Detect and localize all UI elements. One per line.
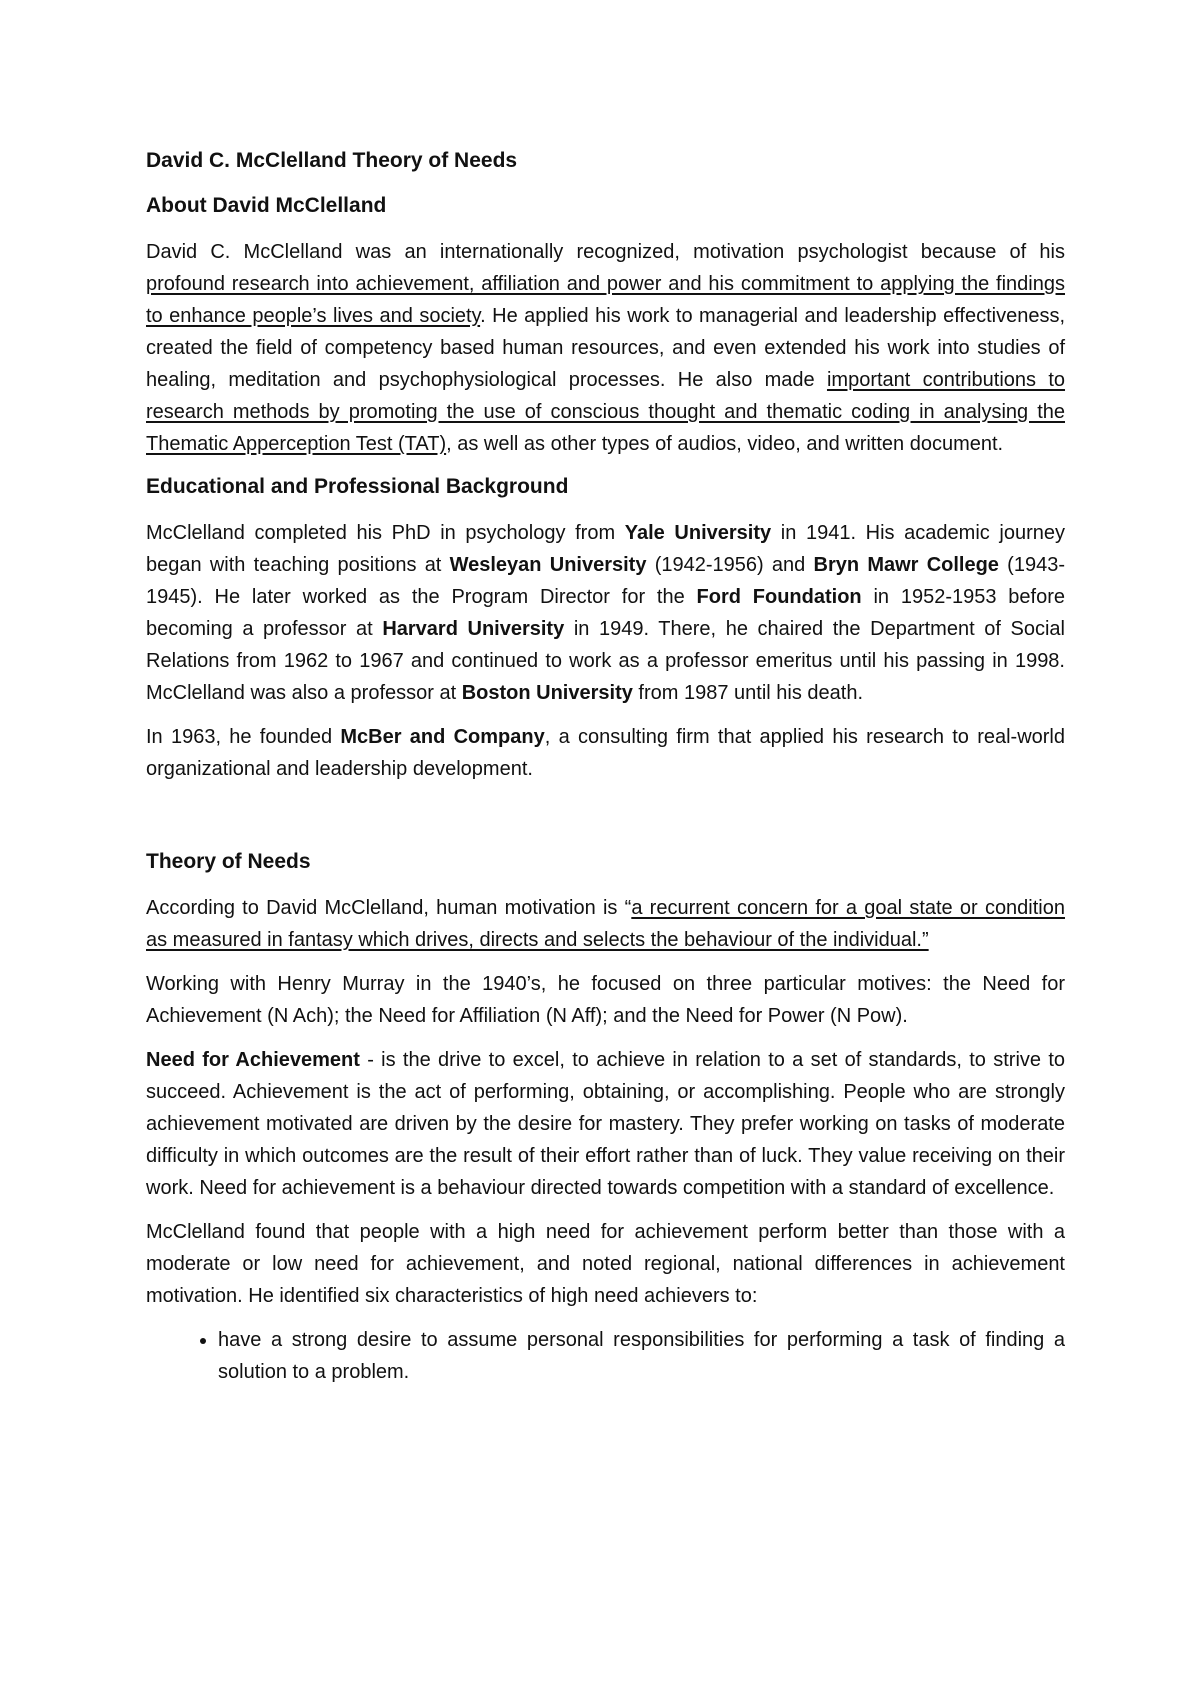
theory-heading: Theory of Needs xyxy=(146,850,311,873)
education-heading: Educational and Professional Background xyxy=(146,475,569,498)
about-underlined-2: important contributions to research methods by promoting the use of conscious thought and thematic coding in analysing the Thematic Apperception Test (TAT) xyxy=(146,369,1066,455)
theory-paragraph xyxy=(146,892,1065,956)
need-achievement-term: Need for Achievement xyxy=(146,1049,360,1071)
theory-text-1: According to David McClelland, human motivation is “ xyxy=(146,897,632,919)
section-spacer xyxy=(146,797,1065,847)
edu-yale: Yale University xyxy=(624,522,772,544)
need-achievement-paragraph xyxy=(146,1044,1065,1204)
edu-ford-foundation: Ford Foundation xyxy=(696,586,862,608)
edu-text-2: in 1941. His academic journey began with teaching positions at xyxy=(146,522,1065,576)
mcber-text-2: , a consulting firm that applied his research to real-world organizational and leadership development. xyxy=(146,726,1066,780)
mcber-company: McBer and Company xyxy=(340,726,545,748)
about-text-3: , as well as other types of audios, video, and written document. xyxy=(446,433,1004,455)
about-underlined-1: profound research into achievement, affiliation and power and his commitment to applying the findings to enhance people’s lives and society xyxy=(146,273,1065,327)
edu-harvard: Harvard University xyxy=(382,618,565,640)
edu-boston: Boston University xyxy=(461,682,633,704)
edu-bryn-mawr: Bryn Mawr College xyxy=(813,554,999,576)
education-paragraph xyxy=(146,517,1065,709)
characteristics-list xyxy=(146,1324,1065,1388)
edu-text-3: (1942-1956) and xyxy=(646,554,814,576)
mcber-paragraph xyxy=(146,721,1065,785)
about-text-2: . He applied his work to managerial and leadership effectiveness, created the field of competency based human resources, and even extended his work into studies of healing, meditation and psychophysiological processes. He also made xyxy=(146,305,1066,391)
about-heading: About David McClelland xyxy=(146,194,387,217)
murray-paragraph: Working with Henry Murray in the 1940’s, he focused on three particular motives: the Need for Achievement (N Ach); the Need for Affiliation (N Aff); and the Need for Power (N Pow). xyxy=(146,973,1065,1027)
document-title: David C. McClelland Theory of Needs xyxy=(146,149,518,172)
edu-text-1: McClelland completed his PhD in psychology from xyxy=(146,522,625,544)
list-item: • have a strong desire to assume personal responsibilities for performing a task of finding a solution to a problem. xyxy=(218,1324,1065,1388)
about-text-1: David C. McClelland was an internationally recognized, motivation psychologist because of his xyxy=(146,241,1065,263)
theory-definition-quote: a recurrent concern for a goal state or condition as measured in fantasy which drives, directs and selects the behaviour of the individual.” xyxy=(146,897,1065,951)
findings-paragraph: McClelland found that people with a high need for achievement perform better than those with a moderate or low need for achievement, and noted regional, national differences in achievement motivation. He identified six characteristics of high need achievers to: xyxy=(146,1221,1065,1307)
edu-wesleyan: Wesleyan University xyxy=(449,554,647,576)
edu-text-4: (1943-1945). He later worked as the Program Director for the xyxy=(146,554,1065,608)
need-achievement-text: - is the drive to excel, to achieve in relation to a set of standards, to strive to succeed. Achievement is the act of performing, obtaining, or accomplishing. People who are strongly achievement motivated are driven by the desire for mastery. They prefer working on tasks of moderate difficulty in which outcomes are the result of their effort rather than of luck. They value receiving on their work. Need for achievement is a behaviour directed towards competition with a standard of excellence. xyxy=(146,1049,1065,1199)
about-paragraph xyxy=(146,236,1065,460)
edu-text-7: from 1987 until his death. xyxy=(632,682,863,704)
mcber-text-1: In 1963, he founded xyxy=(146,726,341,748)
edu-text-6: in 1949. There, he chaired the Department of Social Relations from 1962 to 1967 and continued to work as a professor emeritus until his passing in 1998. McClelland was also a professor at xyxy=(146,618,1066,704)
edu-text-5: in 1952-1953 before becoming a professor at xyxy=(146,586,1065,640)
